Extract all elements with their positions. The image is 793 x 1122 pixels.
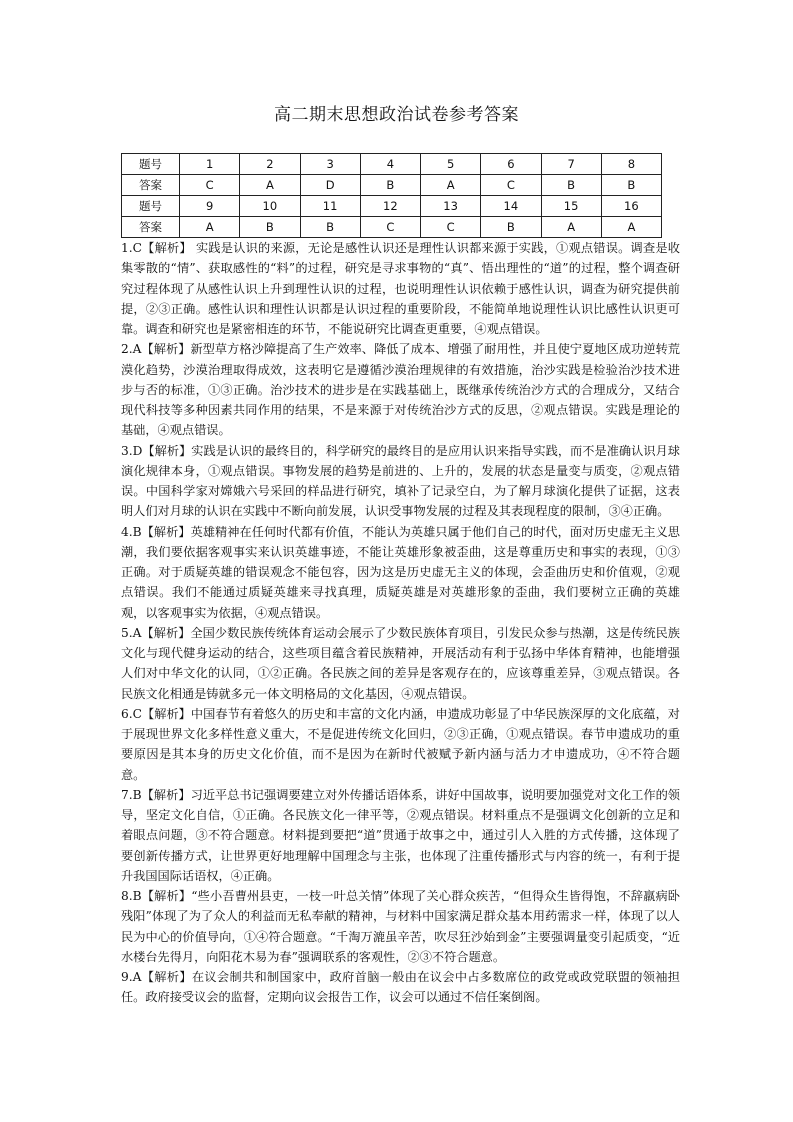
- analysis-item-5: 5.A【解析】全国少数民族传统体育运动会展示了少数民族体育项目，引发民众参与热潮，这是传统民族文化与现代健身运动的结合，这些项目蕴含着民族精神，开展活动有利于弘扬中华体育精神，也能增强人们对中华文化的认同，①②正确。各民族之间的差异是客观存在的，应该尊重差异，③观点错误。各民族文化相通是铸就多元一体文明格局的文化基因，④观点错误。: [121, 625, 680, 701]
- answer-cell: B: [541, 175, 601, 196]
- question-number: 1: [180, 154, 240, 175]
- analysis-item-6: 6.C【解析】中国春节有着悠久的历史和丰富的文化内涵，申遗成功彰显了中华民族深厚的文化底蕴，对于展现世界文化多样性意义重大，不是促进传统文化回归，②③正确，①观点错误。春节申遗成功的重要原因是其本身的历史文化价值，而不是因为在新时代被赋予新内涵与活力才申遗成功，④不符合题意。: [121, 706, 680, 782]
- question-number: 12: [360, 196, 420, 217]
- analysis-item-9: 9.A【解析】在议会制共和制国家中，政府首脑一般由在议会中占多数席位的政党或政党联盟的领袖担任。政府接受议会的监督，定期向议会报告工作，议会可以通过不信任案倒阁。: [121, 970, 680, 1005]
- table-row: [122, 175, 662, 196]
- analysis-item-4: 4.B【解析】英雄精神在任何时代都有价值，不能认为英雄只属于他们自己的时代，面对历史虚无主义思潮，我们要依据客观事实来认识英雄事迹，不能让英雄形象被歪曲，这是尊重历史和事实的表现，①③正确。对于质疑英雄的错误观念不能包容，因为这是历史虚无主义的体现，会歪曲历史和价值观，②观点错误。我们不能通过质疑英雄来寻找真理，质疑英雄是对英雄形象的歪曲，我们要树立正确的英雄观，以客观事实为依据，④观点错误。: [121, 524, 680, 620]
- question-number: 8: [601, 154, 661, 175]
- answer-cell: B: [601, 175, 661, 196]
- answer-table: [121, 153, 662, 238]
- question-number: 16: [601, 196, 661, 217]
- row-label: 题号: [122, 154, 180, 175]
- analysis-item-8: 8.B【解析】“些小吾曹州县吏，一枝一叶总关情”体现了关心群众疾苦，“但得众生皆得饱，不辞羸病卧残阳”体现了为了众人的利益而无私奉献的精神，与材料中国家满足群众基本用药需求一样，体现了以人民为中心的价值导向，①④符合题意。“千淘万漉虽辛苦，吹尽狂沙始到金”主要强调量变引起质变，“近水楼台先得月，向阳花木易为春”强调联系的客观性，②③不符合题意。: [121, 889, 680, 964]
- answer-cell: B: [300, 217, 360, 238]
- row-label: 答案: [122, 175, 180, 196]
- analysis-item-2: 2.A【解析】新型草方格沙障提高了生产效率、降低了成本、增强了耐用性，并且使宁夏地区成功逆转荒漠化趋势，沙漠治理取得成效，这表明它是遵循沙漠治理规律的有效措施，治沙实践是检验治沙技术进步与否的标准，①③正确。治沙技术的进步是在实践基础上，既继承传统治沙方式的合理成分，又结合现代科技等多种因素共同作用的结果，不是来源于对传统治沙方式的反思，②观点错误。实践是理论的基础，④观点错误。: [121, 342, 680, 438]
- question-number: 5: [421, 154, 481, 175]
- analysis-item-3: 3.D【解析】实践是认识的最终目的，科学研究的最终目的是应用认识来指导实践，而不是准确认识月球演化规律本身，①观点错误。事物发展的趋势是前进的、上升的，发展的状态是量变与质变，②观点错误。中国科学家对嫦娥六号采回的样品进行研究，填补了记录空白，为了解月球演化提供了证据，这表明人们对月球的认识在实践中不断向前发展，认识受事物发展的过程及其表现程度的限制，③④正确。: [121, 443, 680, 519]
- answer-cell: C: [360, 217, 420, 238]
- answer-cell: C: [180, 175, 240, 196]
- answer-cell: C: [481, 175, 541, 196]
- question-number: 3: [300, 154, 360, 175]
- row-label: 答案: [122, 217, 180, 238]
- answer-cell: B: [481, 217, 541, 238]
- row-label: 题号: [122, 196, 180, 217]
- answer-cell: A: [240, 175, 300, 196]
- answer-cell: D: [300, 175, 360, 196]
- table-row: [122, 217, 662, 238]
- table-row: [122, 154, 662, 175]
- document-title: 高二期末思想政治试卷参考答案: [274, 105, 519, 125]
- answer-cell: B: [360, 175, 420, 196]
- answer-cell: A: [421, 175, 481, 196]
- analysis-section: [121, 238, 680, 1008]
- question-number: 9: [180, 196, 240, 217]
- answer-cell: C: [421, 217, 481, 238]
- question-number: 11: [300, 196, 360, 217]
- answer-cell: A: [180, 217, 240, 238]
- question-number: 4: [360, 154, 420, 175]
- analysis-item-1: 1.C【解析】 实践是认识的来源，无论是感性认识还是理性认识都来源于实践，①观点错误。调查是收集零散的“情”、获取感性的“料”的过程，研究是寻求事物的“真”、悟出理性的“道”的过程，整个调查研究过程体现了从感性认识上升到理性认识的过程，也说明理性认识依赖于感性认识，调查为研究提供前提，②③正确。感性认识和理性认识都是认识过程的重要阶段，不能简单地说理性认识比感性认识更可靠。调查和研究也是紧密相连的环节，不能说研究比调查更重要，④观点错误。: [121, 241, 680, 336]
- question-number: 2: [240, 154, 300, 175]
- answer-cell: A: [601, 217, 661, 238]
- question-number: 7: [541, 154, 601, 175]
- question-number: 6: [481, 154, 541, 175]
- question-number: 15: [541, 196, 601, 217]
- question-number: 10: [240, 196, 300, 217]
- answer-cell: B: [240, 217, 300, 238]
- question-number: 13: [421, 196, 481, 217]
- analysis-item-7: 7.B【解析】习近平总书记强调要建立对外传播话语体系，讲好中国故事，说明要加强党对文化工作的领导，坚定文化自信，①正确。各民族文化一律平等，②观点错误。材料重点不是强调文化创新的立足和着眼点问题，③不符合题意。材料提到要把“道”贯通于故事之中，通过引人入胜的方式传播，这体现了要创新传播方式，让世界更好地理解中国理念与主张，也体现了注重传播形式与内容的统一，有利于提升我国国际话语权，④正确。: [121, 787, 680, 883]
- question-number: 14: [481, 196, 541, 217]
- answer-cell: A: [541, 217, 601, 238]
- table-row: [122, 196, 662, 217]
